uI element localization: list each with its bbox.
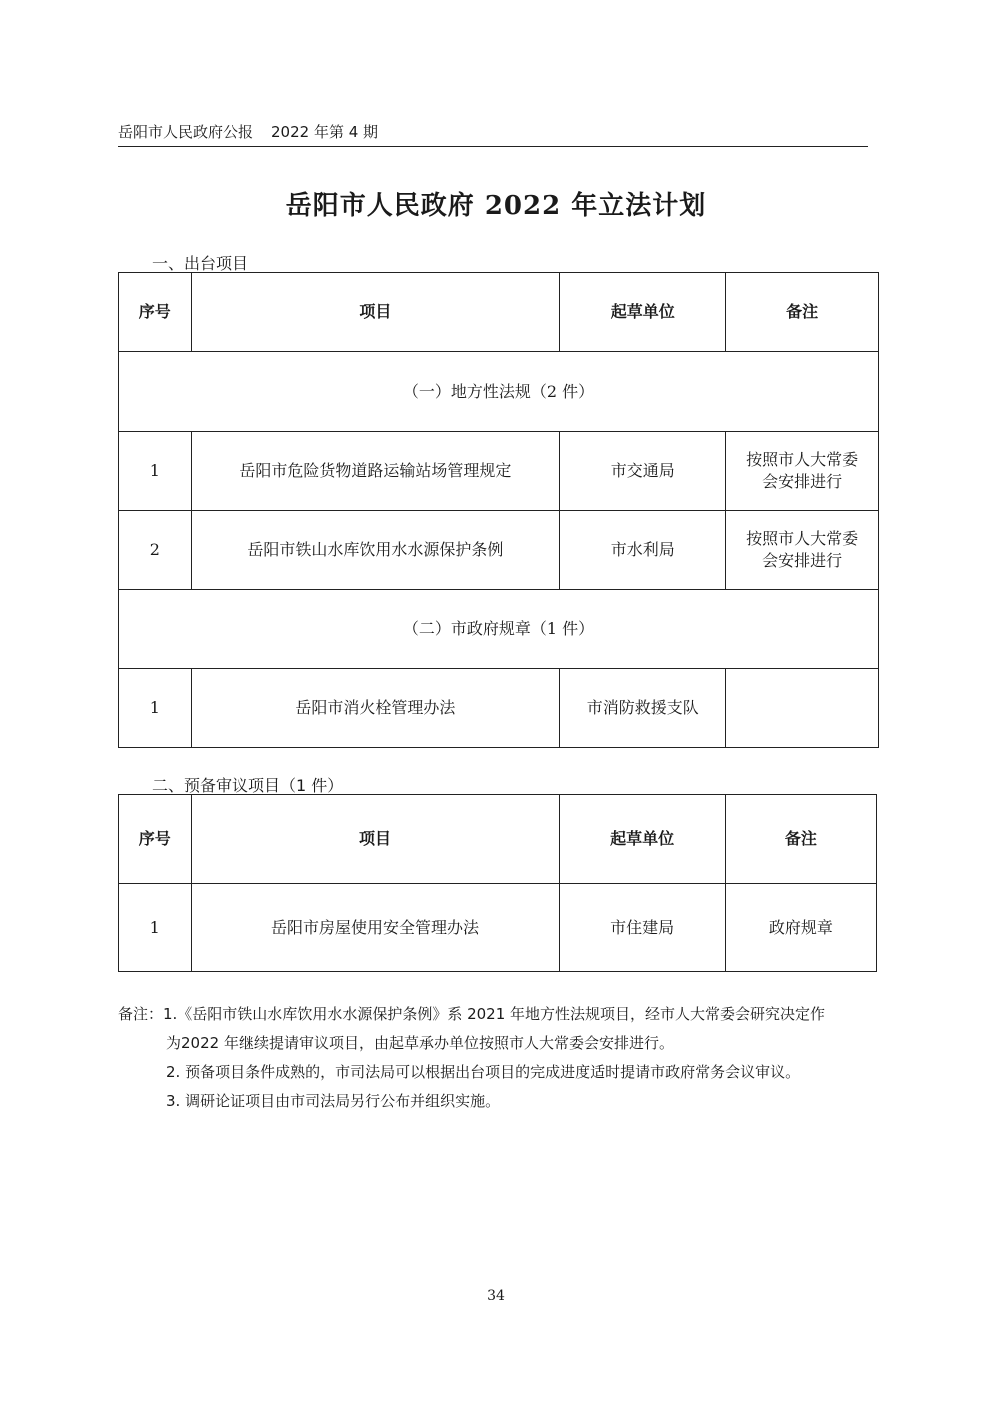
section1-heading: 一、出台项目 — [152, 254, 249, 273]
cell-note — [726, 669, 879, 748]
col-header-unit: 起草单位 — [560, 273, 726, 352]
cell-no: 1 — [119, 884, 192, 972]
group2-title: （二）市政府规章（1 件） — [119, 590, 879, 669]
cell-item: 岳阳市房屋使用安全管理办法 — [191, 884, 559, 972]
note-1-line-2: 为2022 年继续提请审议项目，由起草承办单位按照市人大常委会安排进行。 — [166, 1034, 674, 1052]
group1-title: （一）地方性法规（2 件） — [119, 352, 879, 432]
cell-no: 1 — [119, 669, 192, 748]
group-row — [119, 590, 879, 669]
table-row — [119, 511, 879, 590]
page-header — [118, 120, 868, 147]
col-header-unit: 起草单位 — [559, 795, 725, 884]
page-number: 34 — [487, 1288, 505, 1304]
col-header-note: 备注 — [726, 273, 879, 352]
section2-table — [118, 794, 877, 972]
col-header-note: 备注 — [725, 795, 876, 884]
section1-table — [118, 272, 879, 748]
table-header-row — [119, 795, 877, 884]
cell-no: 1 — [119, 432, 192, 511]
table-row — [119, 669, 879, 748]
cell-item: 岳阳市危险货物道路运输站场管理规定 — [191, 432, 560, 511]
note-3: 3. 调研论证项目由市司法局另行公布并组织实施。 — [166, 1092, 501, 1110]
issue-number: 2022 年第 4 期 — [271, 123, 379, 141]
cell-note: 政府规章 — [725, 884, 876, 972]
table-row — [119, 884, 877, 972]
section2-heading: 二、预备审议项目（1 件） — [152, 776, 344, 795]
group-row — [119, 352, 879, 432]
note-1-line-1: 备注：1.《岳阳市铁山水库饮用水水源保护条例》系 2021 年地方性法规项目，经市人大常委会研究决定作 — [118, 1005, 826, 1023]
cell-note: 按照市人大常委会安排进行 — [726, 511, 879, 590]
cell-item: 岳阳市消火栓管理办法 — [191, 669, 560, 748]
notes — [118, 1000, 880, 1116]
table-header-row — [119, 273, 879, 352]
note-2: 2. 预备项目条件成熟的，市司法局可以根据出台项目的完成进度适时提请市政府常务会议审议。 — [166, 1063, 801, 1081]
col-header-no: 序号 — [119, 273, 192, 352]
cell-unit: 市交通局 — [560, 432, 726, 511]
cell-item: 岳阳市铁山水库饮用水水源保护条例 — [191, 511, 560, 590]
cell-unit: 市住建局 — [559, 884, 725, 972]
publication-name: 岳阳市人民政府公报 — [118, 123, 254, 141]
cell-unit: 市水利局 — [560, 511, 726, 590]
col-header-item: 项目 — [191, 273, 560, 352]
cell-unit: 市消防救援支队 — [560, 669, 726, 748]
col-header-item: 项目 — [191, 795, 559, 884]
cell-note: 按照市人大常委会安排进行 — [726, 432, 879, 511]
document-title: 岳阳市人民政府 2022 年立法计划 — [285, 191, 707, 221]
cell-no: 2 — [119, 511, 192, 590]
col-header-no: 序号 — [119, 795, 192, 884]
table-row — [119, 432, 879, 511]
